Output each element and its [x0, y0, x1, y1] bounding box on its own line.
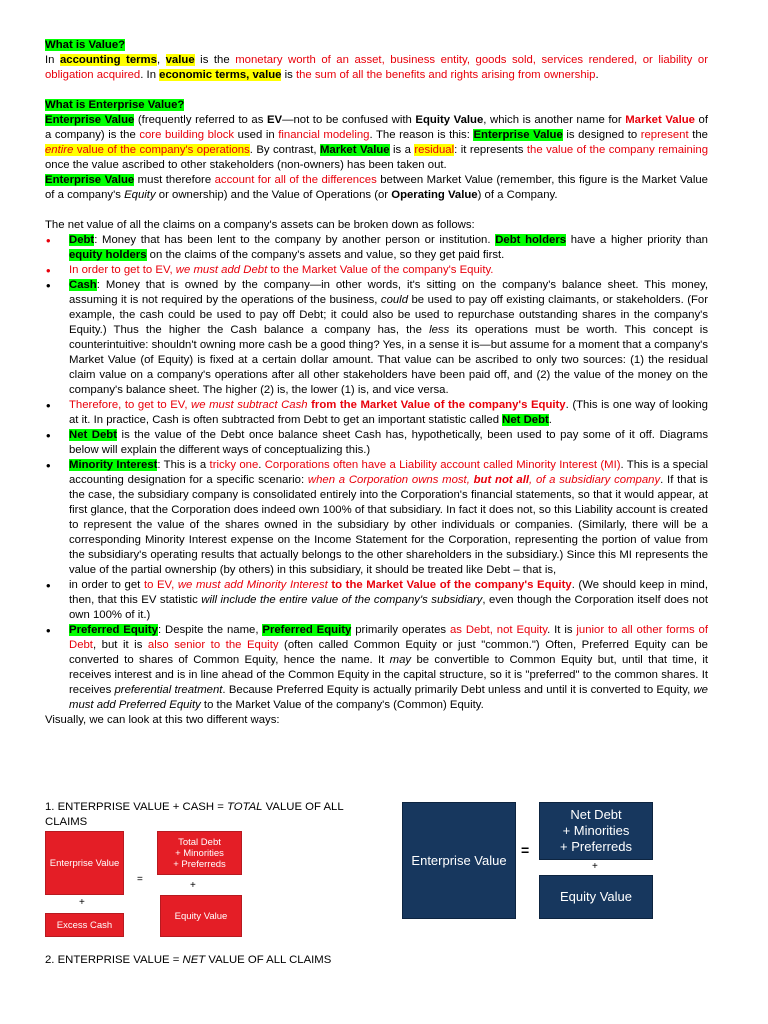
text: Net Debt [69, 429, 118, 441]
text: we must subtract Cash [191, 399, 308, 411]
text: Debt holders [495, 234, 567, 246]
box-enterprise-value-2: Enterprise Value [402, 802, 516, 919]
text: Preferred Equity [69, 624, 158, 636]
text: EV [266, 114, 283, 126]
text: . [258, 459, 265, 471]
text: less [429, 324, 450, 336]
text: VALUE OF ALL CLAIMS [45, 801, 344, 828]
highlight-accounting-terms: accounting terms [60, 54, 157, 66]
section-what-is-value [45, 38, 708, 83]
text: used in [234, 129, 279, 141]
text: we must add Preferred Equity [69, 684, 708, 711]
text: to EV, [143, 579, 178, 591]
text: : Money that is owned by the company—in other words, it's sitting on the company's balance sheet. This money, assuming it is not required by the operations of the business, [69, 279, 708, 306]
list-item-debt [45, 233, 708, 263]
text: Operating Value [391, 189, 478, 201]
claims-list [45, 233, 708, 713]
list-item-subtract-cash [45, 398, 708, 428]
text: junior to all other forms of Debt [69, 624, 708, 651]
text: we must add Debt [175, 264, 268, 276]
text: the value of the company remaining [526, 144, 709, 156]
text: Market Value [625, 114, 695, 126]
text: (frequently referred to as [134, 114, 267, 126]
text: could [380, 294, 409, 306]
text: tricky one [209, 459, 259, 471]
plus-sign: + [592, 861, 598, 872]
text: is a [389, 144, 415, 156]
text: . This is a special accounting designation for a specific scenario: [69, 459, 708, 486]
text: Market Value [319, 144, 390, 156]
box-excess-cash: Excess Cash [45, 913, 124, 937]
text: , but it is [92, 639, 148, 651]
text: must therefore [134, 174, 215, 186]
text: account for all of the differences [214, 174, 377, 186]
diagram1-label [45, 800, 365, 830]
text: NET [182, 954, 206, 966]
text: , which is another name for [483, 114, 626, 126]
text: on the claims of the company's assets and value, so they get paid first. [146, 249, 505, 261]
text: , even though the Corporation itself does not own 100% of it.) [69, 594, 709, 621]
value-definition: monetary worth of an asset, business entity, goods sold, services rendered, or liability or obligation acquired [45, 54, 708, 81]
text: is the [194, 54, 236, 66]
text: (often called Common Equity or just "common.") Often, Preferred Equity can be converted to shares of Common Equity, hence the name. It [69, 639, 708, 666]
text: : it represents [454, 144, 527, 156]
text: Equity Value [415, 114, 484, 126]
text: to the Market Value of the company's Equity [327, 579, 572, 591]
text: may [389, 654, 412, 666]
paragraph-ev-accounts [45, 173, 708, 203]
list-item-minority-interest [45, 458, 708, 578]
text: . (This is one way of looking at it. In practice, Cash is often subtracted from Debt to get an important statistic called [69, 399, 708, 426]
text: Therefore, to get to EV, [69, 399, 192, 411]
text: . [595, 69, 599, 81]
text: , [156, 54, 166, 66]
text: to the Market Value of the company's Equity. [267, 264, 494, 276]
text: equity holders [69, 249, 147, 261]
text: . Because Preferred Equity is actually primarily Debt unless and until it is converted to Equity, [222, 684, 694, 696]
text: residual [414, 144, 455, 156]
text: between Market Value (remember, this figure is the Market Value of a company's [45, 174, 708, 201]
text: but not all [473, 474, 530, 486]
text: Equity [124, 189, 156, 201]
text: its operations must be worth. This concept is counterintuitive: shouldn't owning more cash be a good thing? Yes, in a sense it is—but assume for a moment that a company's Market Value (of Equity) is fixed at a certain dollar amount. That value can be ascribed to only two sources: (1) the residual claim value on a company's operations after all other stakeholders have been paid off, and (2) the value of the money on the company's balance sheet. The higher (2) is, the lower (1) is, and vice versa. [69, 324, 708, 396]
text: will include the entire value of the company's subsidiary [201, 594, 483, 606]
text: in order to get [69, 579, 144, 591]
list-item-cash [45, 278, 708, 398]
text: represent [640, 129, 689, 141]
section-what-is-ev [45, 98, 708, 173]
text: TOTAL [226, 801, 263, 813]
text: financial modeling [278, 129, 370, 141]
list-item-preferred-equity [45, 623, 708, 713]
text: from the Market Value of the company's Equity [307, 399, 566, 411]
text: be used to pay off existing claimants, or stakeholders. (For example, the cash could be used to pay off Debt; it could also be used to repurchase outstanding shares in the company's Equity.) Thus the higher the Cash balance a company has, the [69, 294, 708, 336]
text: entire [45, 144, 74, 156]
text: Cash [69, 279, 97, 291]
list-item-add-mi [45, 578, 708, 623]
text: . The reason is this: [369, 129, 474, 141]
text: . It is [547, 624, 577, 636]
equals-sign: = [137, 874, 143, 885]
text: value of the company's operations [73, 144, 250, 156]
text: Corporations often have a Liability account called Minority Interest (MI) [264, 459, 621, 471]
visually-text: Visually, we can look at this two different ways: [45, 714, 280, 726]
text: primarily operates [351, 624, 450, 636]
text: . (We should keep in mind, then, that this EV statistic [69, 579, 709, 606]
term-enterprise-value: Enterprise Value [45, 114, 135, 126]
text: have a higher priority than [566, 234, 708, 246]
text: . In [140, 69, 160, 81]
text: or ownership) and the Value of Operations (or [155, 189, 392, 201]
text: . If that is the case, the subsidiary company is consolidated entirely into the Corporation's financial statements, so that it would appear, at first glance, that the Corporation does indeed own 100% of that subsidiary. In fact it does not, so this Liability account is created to represent the value of the shares owned in the subsidiary by other individuals or companies. (Similarly, there will be a corresponding Minority Interest expense on the Income Statement for the Corporation, representing the portion of value from the subsidiary's operating results that actually belongs to the other shareholders in the subsidiary.) Since this MI represents the value of the partial ownership (by others) in this subsidiary, it should be treated like Debt – that is, [69, 474, 708, 576]
text: . By contrast, [249, 144, 320, 156]
text: we must add Minority Interest [177, 579, 328, 591]
text: the [688, 129, 708, 141]
text: In [45, 54, 60, 66]
text: ) of a Company. [477, 189, 558, 201]
text: In order to get to EV, [69, 264, 176, 276]
text: , of a subsidiary company [529, 474, 661, 486]
list-item-add-debt [45, 263, 708, 278]
text: of a company) is the [45, 114, 709, 141]
diagram2-label [45, 953, 331, 968]
text: core building block [139, 129, 235, 141]
text: is the value of the Debt once balance sheet Cash has, hypothetically, been used to pay some of it off. Diagrams below will explain the different ways of conceptualizing this.) [69, 429, 708, 456]
highlight-value: value [165, 54, 195, 66]
text: be convertible to Common Equity but, until that time, it receives interest and is in line ahead of the Common Equity in the capital structure, so it is "preferred" to the common shares. It receives [69, 654, 709, 696]
text: as Debt, not Equity [449, 624, 548, 636]
list-item-net-debt [45, 428, 708, 458]
text: Preferred Equity [262, 624, 352, 636]
highlight-economic-terms: economic terms, value [159, 69, 282, 81]
plus-sign: + [190, 880, 196, 891]
heading-what-is-value: What is Value? [45, 39, 126, 51]
text: Enterprise Value [473, 129, 563, 141]
text: is designed to [562, 129, 641, 141]
box-net-debt: Net Debt + Minorities + Preferreds [539, 802, 653, 860]
text: : Despite the name, [157, 624, 263, 636]
text: once the value ascribed to other stakeholders (non-owners) has been taken out. [45, 159, 447, 171]
text: also senior to the Equity [147, 639, 279, 651]
text: when a Corporation owns most, [307, 474, 474, 486]
plus-sign: + [79, 897, 85, 908]
text: Net Debt [502, 414, 549, 426]
claims-intro: The net value of all the claims on a company's assets can be broken down as follows: [45, 219, 475, 231]
heading-what-is-ev: What is Enterprise Value? [45, 99, 185, 111]
text: 1. ENTERPRISE VALUE + CASH = [45, 801, 227, 813]
text: Debt [69, 234, 95, 246]
economic-definition: the sum of all the benefits and rights arising from ownership [295, 69, 596, 81]
text: VALUE OF ALL CLAIMS [205, 954, 332, 966]
text: : Money that has been lent to the company by another person or institution. [94, 234, 496, 246]
text: 2. ENTERPRISE VALUE = [45, 954, 183, 966]
box-equity-value-1: Equity Value [160, 895, 242, 937]
text: —not to be confused with [282, 114, 416, 126]
text: : This is a [157, 459, 210, 471]
text: to the Market Value of the company's (Common) Equity. [200, 699, 484, 711]
text: . [548, 414, 552, 426]
box-equity-value-2: Equity Value [539, 875, 653, 919]
box-total-debt: Total Debt + Minorities + Preferreds [157, 831, 242, 875]
equals-sign: = [521, 842, 530, 858]
box-enterprise-value-1: Enterprise Value [45, 831, 124, 895]
text: is [281, 69, 296, 81]
text: Minority Interest [69, 459, 158, 471]
text: preferential treatment [114, 684, 223, 696]
text: Enterprise Value [45, 174, 135, 186]
document-body [45, 38, 708, 728]
